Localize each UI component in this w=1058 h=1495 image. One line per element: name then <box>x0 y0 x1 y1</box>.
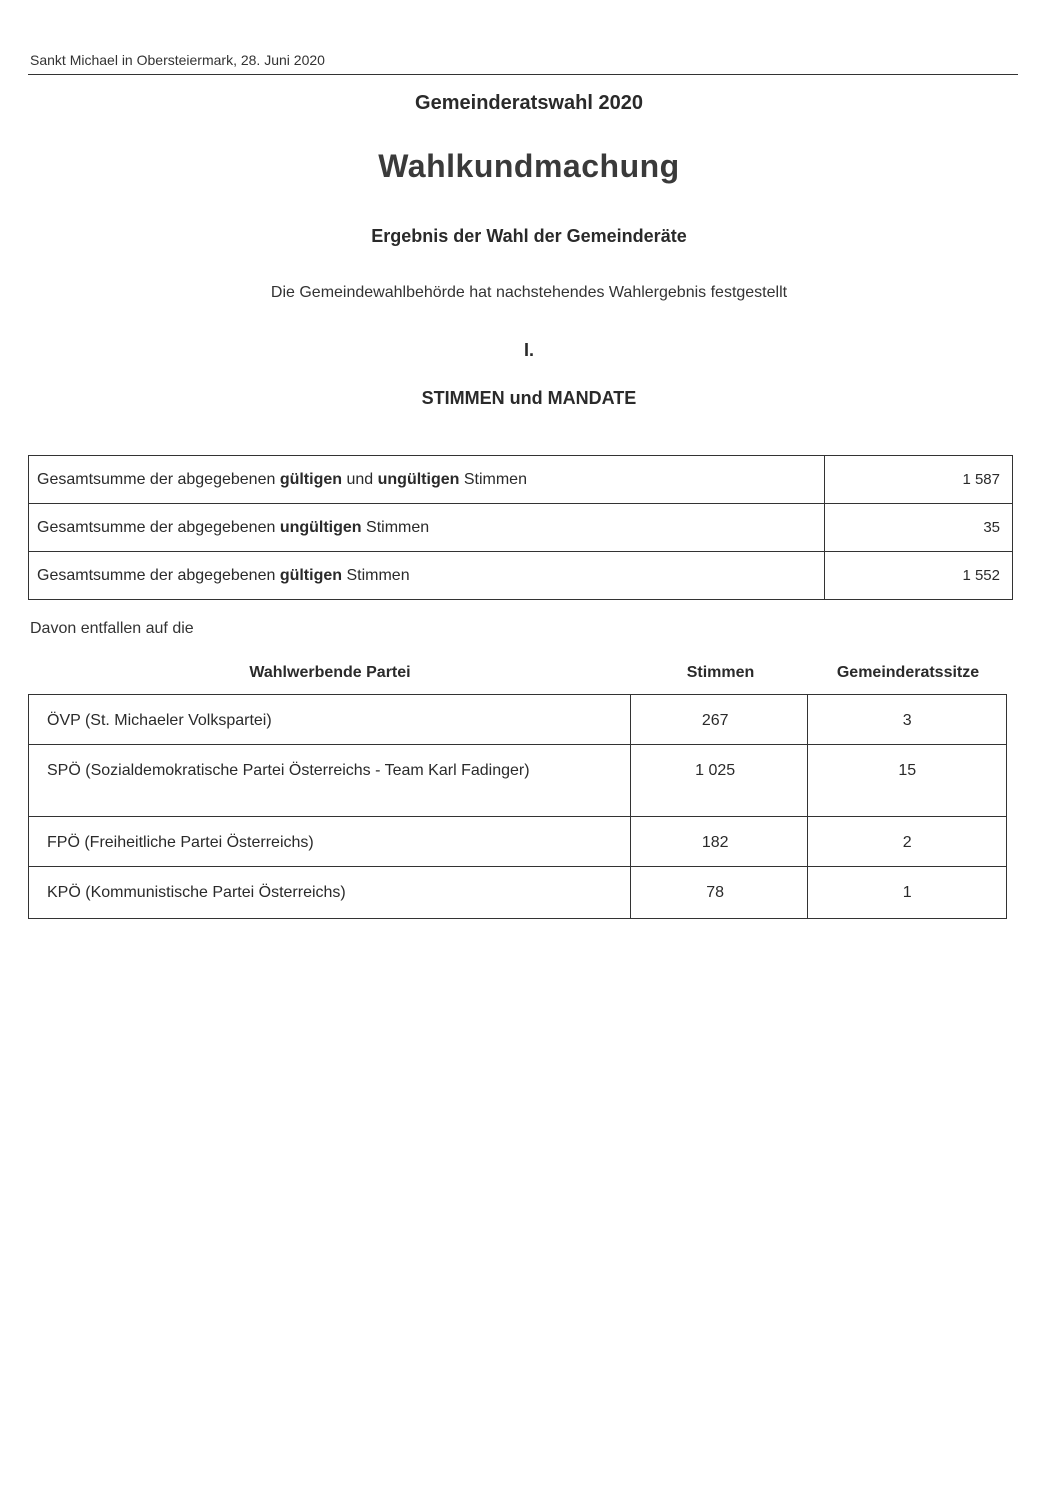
party-name: KPÖ (Kommunistische Partei Österreichs) <box>29 867 631 919</box>
totals-label-text: Stimmen <box>342 566 410 584</box>
totals-label-emphasis: gültigen <box>279 470 343 488</box>
totals-label-text: Stimmen <box>459 470 527 488</box>
totals-row <box>29 504 1013 552</box>
intro-text: Die Gemeindewahlbehörde hat nachstehendes Wahlergebnis festgestellt <box>270 284 788 301</box>
totals-table <box>28 455 1013 600</box>
header-rule <box>28 74 1018 75</box>
totals-value: 35 <box>825 504 1013 552</box>
totals-row <box>29 552 1013 600</box>
totals-row <box>29 456 1013 504</box>
table-row <box>29 745 1007 817</box>
parties-table <box>28 694 1007 919</box>
party-name: FPÖ (Freiheitliche Partei Österreichs) <box>29 817 631 867</box>
party-seats: 2 <box>808 817 1007 867</box>
column-header-seats: Gemeinderatssitze <box>836 664 980 681</box>
davon-text: Davon entfallen auf die <box>30 620 194 637</box>
result-heading: Ergebnis der Wahl der Gemeinderäte <box>371 226 687 246</box>
totals-label <box>29 504 825 552</box>
column-header-party: Wahlwerbende Partei <box>249 664 411 681</box>
totals-label-text: Stimmen <box>361 518 430 536</box>
party-seats: 3 <box>808 695 1007 745</box>
totals-label-text: und <box>342 470 378 488</box>
totals-label-text: Gesamtsumme der abgegebenen <box>37 470 280 488</box>
section-number: I. <box>523 340 534 360</box>
totals-value: 1 587 <box>825 456 1013 504</box>
header-place-date: Sankt Michael in Obersteiermark, 28. Juni 2020 <box>30 52 325 68</box>
totals-label-emphasis: ungültigen <box>377 470 460 488</box>
party-votes: 78 <box>630 867 808 919</box>
party-seats: 15 <box>808 745 1007 817</box>
totals-label-emphasis: gültigen <box>279 566 343 584</box>
party-votes: 1 025 <box>630 745 808 817</box>
totals-value: 1 552 <box>825 552 1013 600</box>
table-row <box>29 867 1007 919</box>
table-row <box>29 695 1007 745</box>
column-header-votes: Stimmen <box>686 664 755 681</box>
totals-label-emphasis: ungültigen <box>279 518 362 536</box>
party-name: ÖVP (St. Michaeler Volkspartei) <box>29 695 631 745</box>
party-seats: 1 <box>808 867 1007 919</box>
party-name: SPÖ (Sozialdemokratische Partei Österreichs - Team Karl Fadinger) <box>29 745 631 817</box>
section-title: STIMMEN und MANDATE <box>421 388 637 408</box>
totals-label-text: Gesamtsumme der abgegebenen <box>37 566 280 584</box>
party-votes: 182 <box>630 817 808 867</box>
totals-label-text: Gesamtsumme der abgegebenen <box>37 518 280 536</box>
document-title: Wahlkundmachung <box>378 148 680 184</box>
table-row <box>29 817 1007 867</box>
totals-label <box>29 552 825 600</box>
totals-label <box>29 456 825 504</box>
document-subtitle: Gemeinderatswahl 2020 <box>415 92 643 114</box>
party-votes: 267 <box>630 695 808 745</box>
